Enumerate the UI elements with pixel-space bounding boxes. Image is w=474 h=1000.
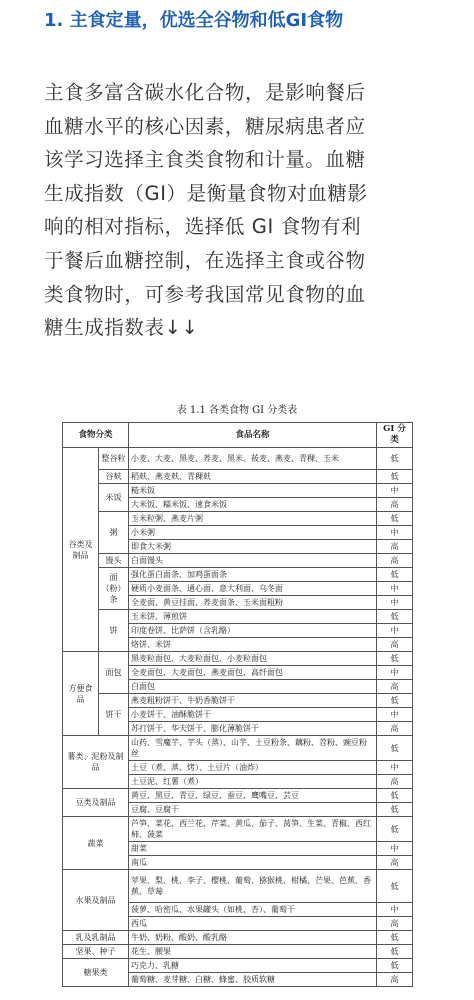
food-items-cell: 全麦面包、大麦面包、燕麦面包、高纤面包 [129,666,377,680]
gi-class-cell: 低 [377,448,413,470]
category-cell: 方便食品 [63,652,99,736]
header-gi-class: GI 分类 [377,423,413,448]
paragraph-line: 糖生成指数表↓↓ [44,316,199,340]
paragraph-line: 生成指数（GI）是衡量食物对血糖影 [44,181,368,205]
table-row [63,554,413,568]
gi-class-cell: 中 [377,708,413,722]
food-items-cell: 硬质小麦面条、通心面、意大利面、乌冬面 [129,582,377,596]
paragraph-line: 类食物时，可参考我国常见食物的血 [44,282,366,306]
subcategory-cell: 馒头 [99,554,129,568]
gi-class-cell: 高 [377,540,413,554]
gi-table-image [62,400,412,987]
food-items-cell: 玉米粒粥、燕麦片粥 [129,512,377,526]
table-row [63,736,413,761]
category-cell: 水果及制品 [63,870,129,931]
category-cell: 蔬菜 [63,817,129,870]
paragraph-line: 响的相对指标，选择低 GI 食物有利 [44,215,362,239]
table-caption: 表 1.1 各类食物 GI 分类表 [176,405,298,416]
subcategory-cell: 饼干 [99,694,129,736]
gi-class-cell: 中 [377,596,413,610]
gi-class-cell: 中 [377,582,413,596]
gi-class-cell: 低 [377,568,413,582]
gi-class-cell: 低 [377,870,413,903]
intro-paragraph [44,76,440,345]
subcategory-cell: 整谷粒 [99,448,129,470]
category-cell: 糖果类 [63,959,129,987]
table-row [63,568,413,582]
gi-class-cell: 高 [377,554,413,568]
category-cell: 谷类及制品 [63,448,99,652]
food-items-cell: 白面包 [129,680,377,694]
subcategory-cell: 面（粉）条 [99,568,129,610]
table-row [63,959,413,973]
gi-class-cell: 高 [377,856,413,870]
food-items-cell: 葡萄糖、麦芽糖、白糖、蜂蜜、胶质软糖 [129,973,377,987]
subcategory-cell: 饼 [99,610,129,652]
food-items-cell: 菠萝、哈密瓜、水果罐头（如桃、杏）、葡萄干 [129,903,377,917]
gi-class-cell: 低 [377,945,413,959]
gi-class-cell: 低 [377,959,413,973]
food-items-cell: 即食大米粥 [129,540,377,554]
food-items-cell: 花生、腰果 [129,945,377,959]
subcategory-cell: 谷麸 [99,470,129,484]
gi-class-cell: 高 [377,917,413,931]
table-row [63,817,413,842]
food-items-cell: 苹果、梨、桃、李子、樱桃、葡萄、猕猴桃、柑橘、芒果、芭蕉、香蕉、草莓 [129,870,377,903]
food-items-cell: 烙饼、米饼 [129,638,377,652]
gi-class-cell: 中 [377,761,413,775]
gi-class-cell: 高 [377,638,413,652]
food-items-cell: 西瓜 [129,917,377,931]
gi-class-cell: 低 [377,512,413,526]
food-items-cell: 小麦、大麦、黑麦、荞麦、黑米、莜麦、燕麦、青稞、玉米 [129,448,377,470]
table-row [63,484,413,498]
gi-class-cell: 中 [377,903,413,917]
gi-class-cell: 高 [377,973,413,987]
food-items-cell: 苏打饼干、华夫饼干、膨化薄脆饼干 [129,722,377,736]
gi-class-cell: 低 [377,694,413,708]
gi-class-cell: 中 [377,484,413,498]
food-items-cell: 南瓜 [129,856,377,870]
gi-class-cell: 低 [377,736,413,761]
food-items-cell: 印度卷饼、比萨饼（含乳酪） [129,624,377,638]
table-row [63,931,413,945]
gi-class-cell: 低 [377,789,413,803]
food-items-cell: 甜菜 [129,842,377,856]
table-row [63,470,413,484]
gi-class-cell: 中 [377,842,413,856]
food-items-cell: 巧克力、乳糖 [129,959,377,973]
header-food-category: 食物分类 [63,423,129,448]
gi-class-cell: 中 [377,526,413,540]
gi-class-cell: 中 [377,666,413,680]
food-items-cell: 黑麦粒面包、大麦粒面包、小麦粒面包 [129,652,377,666]
table-row [63,512,413,526]
paragraph-line: 于餐后血糖控制，在选择主食或谷物 [44,248,366,272]
food-items-cell: 大米饭、糯米饭、速食米饭 [129,498,377,512]
gi-class-cell: 低 [377,803,413,817]
table-row [63,610,413,624]
food-items-cell: 牛奶、奶粉、酸奶、酸乳酪 [129,931,377,945]
table-row [63,870,413,903]
food-items-cell: 小麦饼干、油酥脆饼干 [129,708,377,722]
gi-class-cell: 低 [377,931,413,945]
gi-class-cell: 中 [377,624,413,638]
gi-class-cell: 高 [377,498,413,512]
table-row [63,448,413,470]
gi-class-cell: 高 [377,680,413,694]
category-cell: 坚果、种子 [63,945,129,959]
table-row [63,652,413,666]
table-row [63,789,413,803]
gi-class-cell: 高 [377,722,413,736]
category-cell: 豆类及制品 [63,789,129,817]
food-items-cell: 全麦面、黄豆挂面、荞麦面条、玉米面粗粉 [129,596,377,610]
food-items-cell: 山药、雪魔芋、芋头（蒸）、山芋、土豆粉条、藕粉、苕粉、豌豆粉丝 [129,736,377,761]
food-items-cell: 白面馒头 [129,554,377,568]
food-items-cell: 芦笋、菜花、西兰花、芹菜、黄瓜、茄子、莴笋、生菜、青椒、西红柿、菠菜 [129,817,377,842]
food-items-cell: 小米粥 [129,526,377,540]
food-items-cell: 豆腐、豆腐干 [129,803,377,817]
table-row [63,945,413,959]
food-items-cell: 土豆（煮、蒸、烤）、土豆片（油炸） [129,761,377,775]
food-items-cell: 糙米饭 [129,484,377,498]
subcategory-cell: 粥 [99,512,129,554]
category-cell: 薯类、泥粉及制品 [63,736,129,789]
gi-class-cell: 低 [377,470,413,484]
food-items-cell: 燕麦粗粉饼干、牛奶香脆饼干 [129,694,377,708]
table-body [63,448,413,987]
food-items-cell: 稻麸、燕麦麸、青稞麸 [129,470,377,484]
gi-class-cell: 低 [377,652,413,666]
gi-class-cell: 低 [377,817,413,842]
food-items-cell: 土豆泥、红薯（煮） [129,775,377,789]
paragraph-line: 血糖水平的核心因素，糖尿病患者应 [44,114,366,138]
subcategory-cell: 面包 [99,652,129,694]
food-items-cell: 黄豆、黑豆、青豆、绿豆、蚕豆、鹰嘴豆、芸豆 [129,789,377,803]
table-row [63,694,413,708]
gi-classification-table [62,422,413,987]
paragraph-line: 主食多富含碳水化合物，是影响餐后 [44,81,366,104]
food-items-cell: 强化蛋白面条、加鸡蛋面条 [129,568,377,582]
category-cell: 乳及乳制品 [63,931,129,945]
subcategory-cell: 米饭 [99,484,129,512]
food-items-cell: 玉米饼、薄煎饼 [129,610,377,624]
gi-class-cell: 高 [377,775,413,789]
section-heading: 1. 主食定量，优选全谷物和低GI食物 [44,10,344,31]
paragraph-line: 该学习选择主食类食物和计量。血糖 [44,148,366,172]
gi-class-cell: 低 [377,610,413,624]
header-food-name: 食品名称 [129,423,377,448]
